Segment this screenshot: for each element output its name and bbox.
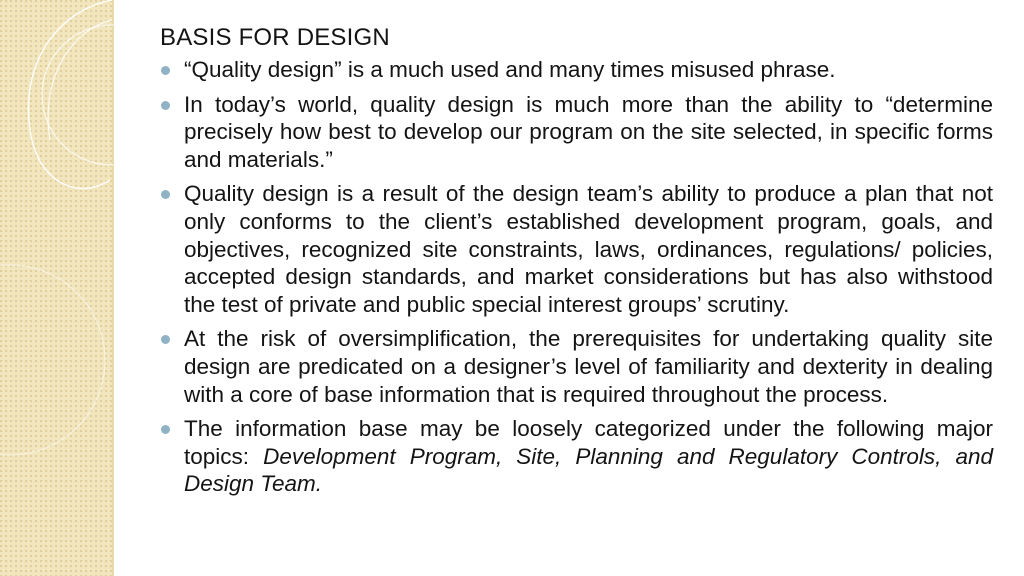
- bullet-item: [160, 180, 993, 318]
- bullet-list: [160, 56, 993, 498]
- decorative-arcs: [0, 0, 150, 576]
- bullet-dot-icon: [161, 425, 170, 434]
- bullet-item: [160, 325, 993, 408]
- bullet-text: Quality design is a result of the design team’s ability to produce a plan that not only conforms to the client’s established development program, goals, and objectives, recognized site constraints, laws, ordinances, regulations/ policies, accepted design standards, and market considerations but has also withstood the test of private and public special interest groups’ scrutiny.: [184, 181, 993, 317]
- bullet-dot-icon: [161, 335, 170, 344]
- bullet-text: At the risk of oversimplification, the prerequisites for undertaking quality site design are predicated on a designer’s level of familiarity and dexterity in dealing with a core of base information that is required throughout the process.: [184, 326, 993, 407]
- bullet-item: [160, 56, 993, 84]
- bullet-dot-icon: [161, 66, 170, 75]
- slide-title: BASIS FOR DESIGN: [160, 24, 390, 51]
- bullet-text: In today’s world, quality design is much more than the ability to “determine precisely how best to develop our program on the site selected, in specific forms and materials.”: [184, 91, 993, 172]
- bullet-item: [160, 415, 993, 498]
- bullet-text: “Quality design” is a much used and many times misused phrase.: [184, 57, 836, 82]
- bullet-dot-icon: [161, 101, 170, 110]
- bullet-text: The information base may be loosely categorized under the following major topics:: [184, 416, 993, 469]
- slide-content: [160, 22, 993, 505]
- bullet-emphasis-text: Development Program, Site, Planning and Regulatory Controls, and Design Team.: [184, 443, 994, 497]
- bullet-dot-icon: [161, 190, 170, 199]
- bullet-item: [160, 91, 993, 174]
